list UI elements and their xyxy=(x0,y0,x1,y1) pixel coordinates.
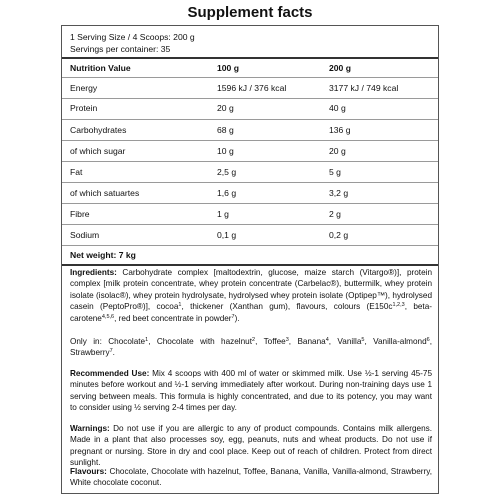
ingredients-text: , beta-carotene xyxy=(70,302,432,323)
footnote-marker: 4,5,6 xyxy=(101,313,115,320)
flavours-paragraph xyxy=(70,466,432,489)
warnings-paragraph xyxy=(70,423,432,469)
only-in-text: , Banana xyxy=(288,337,326,346)
footnote-marker: 3 xyxy=(285,337,289,343)
value-200g: 40 g xyxy=(329,103,346,113)
footnote-marker: 6 xyxy=(426,337,430,343)
divider xyxy=(62,119,438,120)
warnings-text: Do not use if you are allergic to any of product compounds. Contains milk allergens. Made in a plant that also processes soy, egg, peanuts, nuts and wheat products. Do not use if pregnant or nursing. Store in dry and cool place. Keep out of reach of children. Protect from direct sunlight. xyxy=(70,424,432,468)
ingredients-text: , red beet concentrate in powder xyxy=(114,313,232,323)
nutrient-name: Carbohydrates xyxy=(70,125,127,135)
divider xyxy=(62,140,438,141)
only-in-text: . xyxy=(112,348,115,358)
footnote-marker: 4 xyxy=(325,337,329,343)
only-in-text: , Toffee xyxy=(255,337,286,346)
footnote-marker: 2 xyxy=(252,337,256,343)
value-100g: 1596 kJ / 376 kcal xyxy=(217,83,287,93)
recommended-use-text: Mix 4 scoops with 400 ml of water or skimmed milk. Use ½-1 serving 45-75 minutes before workout and ½-1 serving immediately after workout. During non-training days use 1 serving between meals. This formula is highly concentrated, and due to its potency, you may want to consider using ½ serving 2-4 times per day. xyxy=(70,369,433,413)
flavours-label: Flavours: xyxy=(70,467,107,476)
footnote-marker: 1 xyxy=(178,302,182,309)
only-in-text: , Chocolate with hazelnut xyxy=(148,337,252,346)
column-header-200g: 200 g xyxy=(329,63,351,73)
value-100g: 1 g xyxy=(217,209,229,219)
divider xyxy=(62,224,438,225)
value-200g: 20 g xyxy=(329,146,346,156)
value-200g: 3,2 g xyxy=(329,188,349,198)
value-200g: 136 g xyxy=(329,125,351,135)
nutrient-name: Sodium xyxy=(70,230,100,240)
divider xyxy=(62,161,438,162)
ingredients-label: Ingredients: xyxy=(70,268,117,277)
value-100g: 68 g xyxy=(217,125,234,135)
ingredients-text: Carbohydrate complex [maltodextrin, glucose, maize starch (Vitargo®)], protein complex [milk protein concentrate, whey protein concentrate (Carbelac®), buttermilk, whey protein isolate (isolac®), whey protein hydrolysate, hydrolysed whey protein isolate (Optipep™), hydrolysed casein (PeptoPro®)], cocoa xyxy=(70,268,432,312)
only-in-text: , Vanilla-almond xyxy=(364,337,427,346)
recommended-use-paragraph xyxy=(70,368,432,414)
nutrient-name: Fat xyxy=(70,167,83,177)
ingredients-paragraph xyxy=(70,267,432,324)
divider xyxy=(62,77,438,78)
value-100g: 20 g xyxy=(217,103,234,113)
footnote-marker: 7 xyxy=(231,313,235,320)
net-weight: Net weight: 7 kg xyxy=(70,250,136,260)
servings-per-container: Servings per container: 35 xyxy=(70,44,171,54)
serving-size: 1 Serving Size / 4 Scoops: 200 g xyxy=(70,32,195,42)
flavours-text: Chocolate, Chocolate with hazelnut, Toffee, Banana, Vanilla, Vanilla-almond, Strawberry, White chocolate coconut. xyxy=(70,467,432,488)
value-200g: 3177 kJ / 749 kcal xyxy=(329,83,399,93)
nutrient-name: Fibre xyxy=(70,209,90,219)
value-100g: 0,1 g xyxy=(217,230,237,240)
column-header-nutrient: Nutrition Value xyxy=(70,63,131,73)
only-in-text: Only in: Chocolate xyxy=(70,337,146,346)
only-in-text: , Strawberry xyxy=(70,337,433,358)
page-title: Supplement facts xyxy=(187,4,313,21)
nutrient-name: of which sugar xyxy=(70,146,126,156)
divider xyxy=(62,98,438,99)
warnings-label: Warnings: xyxy=(70,424,110,433)
value-100g: 1,6 g xyxy=(217,188,237,198)
divider xyxy=(62,57,438,59)
value-100g: 10 g xyxy=(217,146,234,156)
value-200g: 5 g xyxy=(329,167,341,177)
value-200g: 2 g xyxy=(329,209,341,219)
nutrient-name: Protein xyxy=(70,103,98,113)
divider xyxy=(62,245,438,246)
divider xyxy=(62,264,438,266)
divider xyxy=(62,203,438,204)
only-in-paragraph xyxy=(70,336,432,359)
divider xyxy=(62,182,438,183)
column-header-100g: 100 g xyxy=(217,63,239,73)
footnote-marker: 1,2,3 xyxy=(392,302,405,309)
ingredients-text: , thickener (Xanthan gum), flavours, colours (E150c xyxy=(181,302,393,312)
only-in-text: , Vanilla xyxy=(328,337,362,346)
nutrient-name: of which satuartes xyxy=(70,188,140,198)
supplement-facts-panel xyxy=(61,25,439,494)
nutrient-name: Energy xyxy=(70,83,98,93)
footnote-marker: 7 xyxy=(109,348,113,355)
footnote-marker: 1 xyxy=(145,337,149,343)
ingredients-text: ). xyxy=(234,313,240,323)
value-200g: 0,2 g xyxy=(329,230,349,240)
value-100g: 2,5 g xyxy=(217,167,237,177)
recommended-use-label: Recommended Use: xyxy=(70,369,150,378)
footnote-marker: 5 xyxy=(361,337,365,343)
